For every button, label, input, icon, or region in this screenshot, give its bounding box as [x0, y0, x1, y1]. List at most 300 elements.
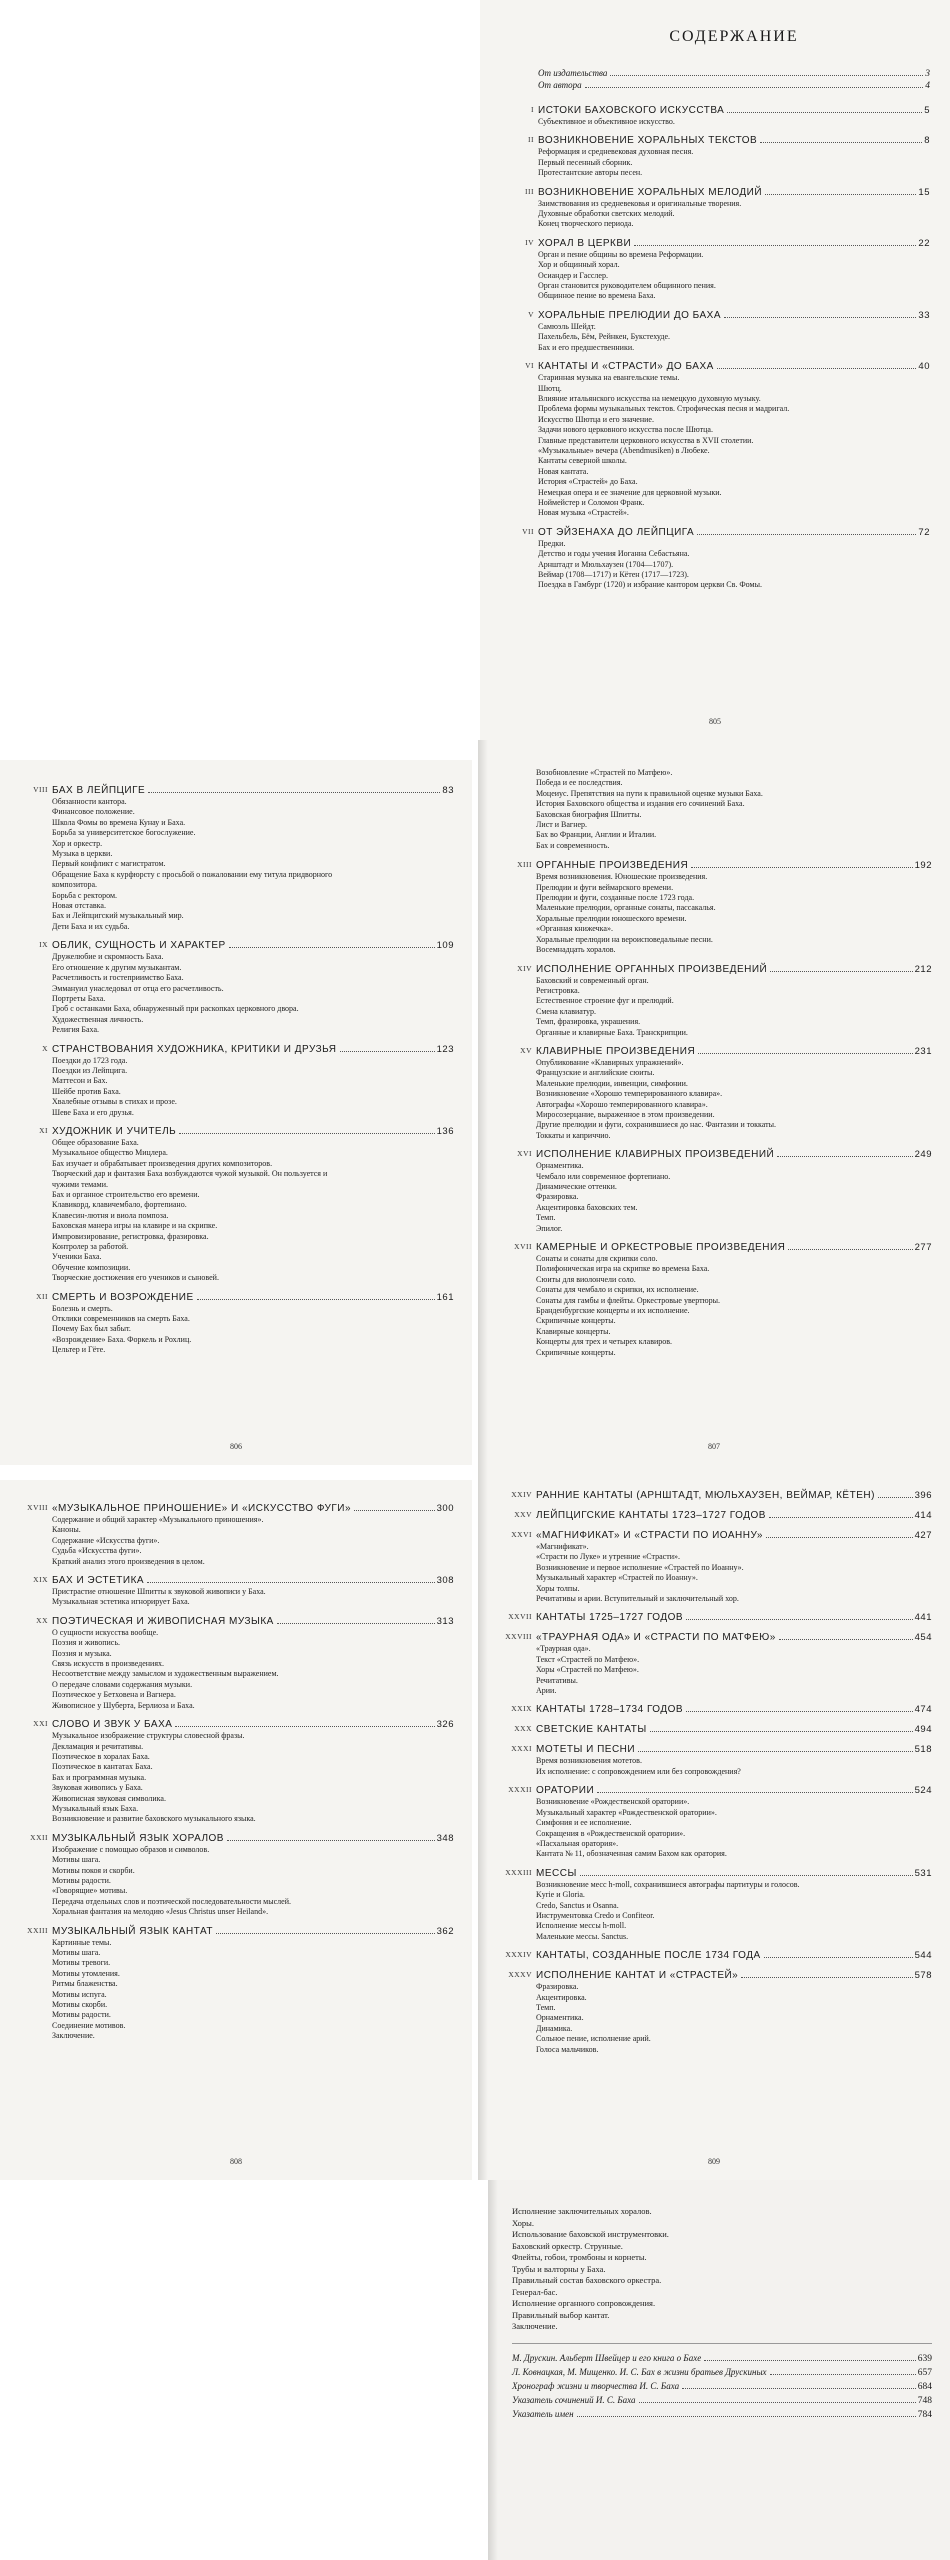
section-page: 348: [436, 1832, 454, 1844]
section-heading[interactable]: [536, 1045, 932, 1058]
subtopic-line: Новая отставка.: [52, 901, 106, 911]
section-page: 83: [442, 785, 454, 796]
leader-dots: [340, 1051, 435, 1052]
section-title: БАХ В ЛЕЙПЦИГЕ: [52, 785, 146, 796]
front-entry[interactable]: [538, 68, 930, 80]
front-entry-title: От издательства: [538, 68, 608, 78]
section-number: X: [42, 1043, 48, 1053]
section-number: II: [528, 135, 534, 145]
front-entry-title: От автора: [538, 80, 582, 90]
section-heading[interactable]: [538, 186, 930, 199]
section-list: [27, 1502, 454, 2042]
subtopic-line: Правильный состав баховского оркестра.: [512, 2275, 662, 2285]
subtopic-line: композитора.: [52, 880, 98, 890]
section-page: 231: [914, 1045, 932, 1057]
subtopic-line: Задачи нового церковного искусства после Шютца.: [538, 425, 713, 435]
section-subtopics: [538, 199, 930, 230]
subtopic-line: Голоса мальчиков.: [536, 2044, 599, 2054]
section-heading[interactable]: [52, 1718, 454, 1731]
section-heading[interactable]: [538, 526, 930, 539]
leader-dots: [769, 1517, 913, 1518]
subtopic-line: Время возникновения. Юношеские произведения.: [536, 872, 708, 882]
section-title: ХОРАЛЬНЫЕ ПРЕЛЮДИИ ДО БАХА: [538, 309, 722, 321]
section-subtopics: [538, 373, 930, 519]
subtopic-line: «Магнификат».: [536, 1542, 589, 1551]
page-fold-shadow: [478, 1465, 488, 2180]
section-page: 531: [914, 1867, 932, 1879]
subtopic-line: Почему Бах был забыт.: [52, 1324, 131, 1334]
toc-section: [33, 1718, 454, 1825]
subtopic-line: Арии.: [536, 1686, 557, 1696]
subtopic-line: Музыкальный язык Баха.: [52, 1803, 139, 1813]
section-subtopics: [536, 1254, 932, 1358]
subtopic-line: Шеве Баха и его друзья.: [52, 1107, 134, 1117]
leader-dots: [697, 534, 916, 535]
subtopic-line: Симфония и ее исполнение.: [536, 1818, 632, 1828]
section-title: МЕССЫ: [536, 1867, 577, 1879]
section-title: КАНТАТЫ 1728–1734 ГОДОВ: [536, 1704, 684, 1716]
subtopic-line: Прелюдии и фуги, созданные после 1723 года.: [536, 893, 695, 903]
toc-page-809: [478, 1465, 950, 2180]
toc-section: [528, 309, 930, 353]
section-subtopics: [52, 1587, 454, 1608]
subtopic-line: О сущности искусства вообще.: [52, 1627, 159, 1637]
leader-dots: [765, 194, 916, 195]
subtopic-line: Дети Баха и их судьба.: [52, 921, 130, 931]
section-heading[interactable]: [536, 1241, 932, 1254]
appendix-title: Указатель имен: [512, 2408, 574, 2419]
section-heading[interactable]: [536, 1743, 932, 1756]
leader-dots: [704, 2360, 916, 2361]
subtopic-line: Бах и Лейпцигский музыкальный мир.: [52, 911, 184, 921]
section-page: 212: [914, 963, 932, 975]
appendix-page: 784: [917, 2409, 932, 2420]
section-number: XII: [36, 1291, 48, 1301]
subtopic-line: Динамические оттенки.: [536, 1182, 617, 1191]
subtopic-line: Ритмы блаженства.: [52, 1979, 118, 1989]
subtopic-line: Живописная звуковая символика.: [52, 1793, 166, 1803]
appendix-entry[interactable]: [512, 2352, 932, 2366]
toc-section: [39, 1125, 454, 1284]
section-subtopics: [536, 872, 932, 955]
section-subtopics: [536, 1756, 932, 1777]
leader-dots: [277, 1623, 435, 1624]
subtopic-line: Темп.: [536, 2002, 556, 2012]
section-subtopics: [52, 1628, 454, 1711]
section-number: IV: [525, 237, 534, 247]
section-heading[interactable]: [536, 859, 932, 872]
section-heading[interactable]: [536, 1969, 932, 1982]
subtopic-line: Текст «Страстей по Матфею».: [536, 1654, 640, 1664]
section-page: 313: [436, 1615, 454, 1627]
section-list: [33, 784, 454, 1356]
subtopic-line: Опубликование «Клавирных упражнений».: [536, 1057, 684, 1067]
subtopic-line: чужими темами.: [52, 1179, 109, 1189]
subtopic-line: Соединение мотивов.: [52, 2020, 126, 2030]
subtopic-line: Финансовое положение.: [52, 807, 135, 817]
subtopic-line: Сонаты и сонаты для скрипки соло.: [536, 1254, 658, 1264]
subtopic-line: Бах и его предшественники.: [538, 342, 635, 352]
section-title: ВОЗНИКНОВЕНИЕ ХОРАЛЬНЫХ МЕЛОДИЙ: [538, 186, 763, 198]
section-number: XVI: [517, 1149, 532, 1159]
leader-dots: [227, 1840, 435, 1841]
section-page: 427: [914, 1530, 932, 1541]
section-heading[interactable]: [538, 360, 930, 373]
section-heading[interactable]: [536, 1867, 932, 1880]
subtopic-line: Клавикорд, клавичембало, фортепиано.: [52, 1200, 187, 1210]
subtopic-line: Орнаментика.: [536, 1161, 584, 1171]
toc-section: [33, 1574, 454, 1608]
section-page: 326: [436, 1719, 454, 1731]
section-heading[interactable]: [52, 784, 454, 797]
subtopic-line: Хоры «Страстей по Матфею».: [536, 1665, 639, 1675]
subtopic-line: Музыкальная эстетика игнорирует Баха.: [52, 1597, 190, 1607]
subtopic-line: Музыкальное изображение структуры словесной фразы.: [52, 1731, 245, 1741]
subtopic-line: Бах и современность.: [536, 840, 610, 850]
subtopic-line: Краткий анализ этого произведения в целом.: [52, 1556, 205, 1566]
subtopic-line: Мотивы покоя и скорби.: [52, 1865, 135, 1875]
subtopic-line: Содержание «Искусства фуги».: [52, 1535, 160, 1545]
subtopic-line: Предки.: [538, 538, 566, 548]
toc-section: [520, 1045, 932, 1141]
leader-dots: [686, 1711, 913, 1712]
appendix-entry[interactable]: [512, 2380, 932, 2394]
subtopic-line: Главные представители церковного искусства в XVII столетии.: [538, 435, 754, 445]
subtopic-line: Возобновление «Страстей по Матфею».: [536, 768, 673, 777]
subtopic-line: Credo, Sanctus и Osanna.: [536, 1900, 619, 1910]
subtopic-line: Речитативы.: [536, 1675, 578, 1685]
section-list: [522, 104, 930, 591]
section-subtopics: [536, 976, 932, 1038]
section-title: ЛЕЙПЦИГСКИЕ КАНТАТЫ 1723–1727 ГОДОВ: [536, 1510, 766, 1521]
toc-page-807: [478, 740, 950, 1465]
subtopic-line: Прелюдии и фуги веймарского времени.: [536, 882, 674, 892]
front-entry[interactable]: [538, 80, 930, 92]
section-heading[interactable]: [536, 1631, 932, 1644]
subtopic-line: Акцентировка.: [536, 1992, 587, 2002]
section-page: 414: [914, 1510, 932, 1521]
section-subtopics: [536, 1058, 932, 1141]
toc-section: [525, 186, 930, 230]
subtopic-line: Исполнение мессы h-moll.: [536, 1921, 627, 1931]
subtopic-line: Скрипичные концерты.: [536, 1347, 616, 1357]
section-page: 249: [914, 1149, 932, 1161]
subtopic-line: Гроб с останками Баха, обнаруженный при раскопках церковного двора.: [52, 1004, 299, 1014]
section-number: XXXII: [508, 1785, 532, 1795]
section-number: I: [531, 105, 534, 114]
section-number: XVIII: [27, 1503, 48, 1512]
section-title: КАНТАТЫ 1725–1727 ГОДОВ: [536, 1612, 684, 1624]
subtopic-line: Темп, фразировка, украшения.: [536, 1017, 641, 1027]
subtopic-line: Детство и годы учения Иоганна Себастьяна.: [538, 549, 690, 559]
subtopic-line: Реформация и средневековая духовная песня.: [538, 147, 694, 157]
toc-page-810: [488, 2180, 950, 2560]
subtopic-line: Динамика.: [536, 2023, 573, 2033]
section-heading[interactable]: [536, 1529, 932, 1542]
toc-section: [522, 526, 930, 591]
subtopic-line: Заключение.: [52, 2031, 95, 2041]
subtopic-line: Хвалебные отзывы в стихах и прозе.: [52, 1097, 177, 1107]
section-heading[interactable]: [538, 134, 930, 147]
subtopic-line: Использование баховской инструментовки.: [512, 2229, 669, 2239]
subtopic-line: Борьба за университетское богослужение.: [52, 828, 196, 838]
section-subtopics: [52, 1138, 454, 1284]
toc-page-805: [480, 0, 950, 740]
subtopic-line: Kyrie и Gloria.: [536, 1890, 585, 1900]
subtopic-line: «Пасхальная оратория».: [536, 1838, 619, 1848]
subtopic-line: Речитативы и арии. Вступительный и заключительный хор.: [536, 1594, 739, 1604]
toc-section: [27, 1925, 454, 2042]
section-subtopics: [52, 1938, 454, 2042]
page-number: 807: [708, 1442, 720, 1451]
subtopic-line: Судьба «Искусства фуги».: [52, 1546, 142, 1556]
subtopic-line: Музыкальное общество Мицлера.: [52, 1148, 168, 1158]
toc-section: [514, 1723, 932, 1736]
toc-section: [531, 104, 930, 127]
subtopic-line: Сюиты для виолончели соло.: [536, 1274, 636, 1284]
subtopic-line: Французские и английские сюиты.: [536, 1068, 655, 1078]
subtopic-line: Творческие достижения его учеников и сыновей.: [52, 1273, 219, 1283]
toc-section: [514, 1241, 932, 1358]
section-title: ОБЛИК, СУЩНОСТЬ И ХАРАКТЕР: [52, 940, 226, 952]
section-heading[interactable]: [536, 1489, 932, 1502]
subtopic-line: Старинная музыка на евангельские темы.: [538, 373, 680, 383]
subtopic-line: Мотивы испуга.: [52, 1989, 107, 1999]
section-heading[interactable]: [52, 1832, 454, 1845]
leader-dots: [770, 971, 912, 972]
leader-dots: [197, 1299, 435, 1300]
leader-dots: [727, 112, 922, 113]
section-heading[interactable]: [52, 1925, 454, 1938]
subtopic-line: «Возрождение» Баха. Форкель и Рохлиц.: [52, 1334, 192, 1344]
section-title: КЛАВИРНЫЕ ПРОИЗВЕДЕНИЯ: [536, 1045, 696, 1057]
section-heading[interactable]: [538, 309, 930, 322]
subtopic-line: Восемнадцать хоралов.: [536, 945, 616, 955]
subtopic-line: Кантаты северной школы.: [538, 456, 627, 466]
section-title: СМЕРТЬ И ВОЗРОЖДЕНИЕ: [52, 1291, 194, 1303]
subtopic-line: Бранденбургские концерты и их исполнение.: [536, 1306, 690, 1316]
section-heading[interactable]: [536, 1611, 932, 1624]
leader-dots: [229, 947, 435, 948]
toc-section: [517, 1148, 932, 1234]
subtopic-line: Возникновение «Хорошо темперированного клавира».: [536, 1089, 723, 1099]
subtopic-line: Органные и клавирные Баха. Транскрипции.: [536, 1027, 688, 1037]
section-number: XIII: [517, 860, 532, 870]
section-subtopics: [538, 117, 930, 127]
subtopic-line: Новая кантата.: [538, 466, 589, 476]
section-title: МУЗЫКАЛЬНЫЙ ЯЗЫК КАНТАТ: [52, 1925, 213, 1937]
subtopic-line: Маленькие мессы. Sanctus.: [536, 1931, 629, 1941]
section-subtopics: [538, 322, 930, 353]
section-number: XXVIII: [505, 1632, 532, 1642]
section-heading[interactable]: [536, 1703, 932, 1716]
subtopic-line: Пристрастие отношение Шпитты к звуковой живописи у Баха.: [52, 1587, 266, 1597]
subtopic-line: Протестантские авторы песен.: [538, 168, 643, 178]
appendix-entry[interactable]: [512, 2408, 932, 2422]
subtopic-line: Самюэль Шейдт.: [538, 321, 596, 331]
leader-dots: [686, 1619, 913, 1620]
subtopic-line: Мотивы шага.: [52, 1948, 101, 1957]
subtopic-line: Фразировка.: [536, 1192, 579, 1202]
section-heading[interactable]: [536, 963, 932, 976]
toc-section: [525, 237, 930, 302]
section-title: ХУДОЖНИК И УЧИТЕЛЬ: [52, 1125, 177, 1137]
continued-lines: [512, 2206, 932, 2333]
section-title: «ТРАУРНАЯ ОДА» И «СТРАСТИ ПО МАТФЕЮ»: [536, 1632, 776, 1644]
subtopic-line: Естественное строение фуг и прелюдий.: [536, 996, 674, 1006]
toc-section: [508, 1611, 932, 1624]
subtopic-line: Полифоническая игра на скрипке во времена Баха.: [536, 1264, 710, 1274]
leader-dots: [760, 142, 922, 143]
subtopic-line: Ноймейстер и Соломон Франк.: [538, 497, 645, 507]
subtopic-line: Пахельбель, Бём, Рейнкен, Букстехуде.: [538, 332, 671, 342]
subtopic-line: Баховский оркестр. Струнные.: [512, 2240, 623, 2251]
subtopic-line: Борьба с ректором.: [52, 890, 118, 900]
toc-section: [505, 1631, 932, 1696]
subtopic-line: Миросозерцание, выраженное в этом произведении.: [536, 1109, 715, 1119]
subtopic-line: Осиандер и Гасслер.: [538, 270, 608, 280]
subtopic-line: Школа Фомы во времена Кунау и Баха.: [52, 817, 186, 827]
section-title: «МУЗЫКАЛЬНОЕ ПРИНОШЕНИЕ» И «ИСКУССТВО ФУГИ»: [52, 1503, 352, 1514]
subtopic-line: Религия Баха.: [52, 1025, 99, 1035]
section-heading[interactable]: [536, 1949, 932, 1962]
section-number: XXIX: [511, 1704, 532, 1714]
subtopic-line: Возникновение «Рождественской оратории».: [536, 1797, 690, 1807]
subtopic-line: «Страсти по Луке» и утренние «Страсти».: [536, 1552, 680, 1562]
section-page: 40: [918, 361, 930, 373]
section-page: 524: [914, 1785, 932, 1797]
section-heading[interactable]: [538, 104, 930, 117]
section-title: ОРГАННЫЕ ПРОИЗВЕДЕНИЯ: [536, 860, 689, 872]
toc-section: [517, 963, 932, 1038]
section-number: XXVI: [511, 1530, 532, 1539]
subtopic-line: Поэтическое в хоралах Баха.: [52, 1751, 150, 1761]
section-heading[interactable]: [52, 1291, 454, 1304]
section-page: 72: [918, 526, 930, 538]
section-title: ХОРАЛ В ЦЕРКВИ: [538, 237, 632, 249]
toc-section: [508, 1784, 932, 1859]
subtopic-line: Бах и программная музыка.: [52, 1772, 147, 1782]
subtopic-line: Общинное пение во времена Баха.: [538, 291, 656, 301]
subtopic-line: Хоральные прелюдии на вероисповедальные песни.: [536, 934, 713, 944]
subtopic-line: Темп.: [536, 1213, 556, 1223]
subtopic-line: «Говорящие» мотивы.: [52, 1886, 128, 1896]
section-heading[interactable]: [52, 939, 454, 952]
subtopic-line: Сольное пение, исполнение арий.: [536, 2034, 651, 2044]
subtopic-line: Связь искусств в произведениях.: [52, 1659, 165, 1669]
section-title: КАНТАТЫ И «СТРАСТИ» ДО БАХА: [538, 361, 714, 373]
toc-section: [511, 1529, 932, 1604]
section-title: КАМЕРНЫЕ И ОРКЕСТРОВЫЕ ПРОИЗВЕДЕНИЯ: [536, 1242, 786, 1254]
section-heading[interactable]: [536, 1148, 932, 1161]
subtopic-line: Генерал-бас.: [512, 2286, 558, 2297]
section-subtopics: [538, 250, 930, 302]
leader-dots: [577, 2416, 916, 2417]
subtopic-line: Эпилог.: [536, 1223, 563, 1233]
subtopic-line: Клавесин-лютня и виола помпоза.: [52, 1210, 169, 1220]
leader-dots: [779, 1639, 913, 1640]
section-heading[interactable]: [52, 1615, 454, 1628]
section-page: 494: [914, 1724, 932, 1736]
section-number: VII: [522, 526, 534, 536]
section-heading[interactable]: [536, 1723, 932, 1736]
leader-dots: [580, 1875, 913, 1876]
section-title: БАХ И ЭСТЕТИКА: [52, 1575, 145, 1587]
section-heading[interactable]: [536, 1784, 932, 1797]
section-heading[interactable]: [52, 1574, 454, 1587]
toc-section: [39, 939, 454, 1035]
section-number: XXVII: [508, 1612, 532, 1622]
subtopic-line: Импровизирование, регистровка, фразировка.: [52, 1231, 209, 1241]
toc-section: [514, 1509, 932, 1522]
section-title: СВЕТСКИЕ КАНТАТЫ: [536, 1724, 647, 1736]
subtopic-line: Хоральная фантазия на мелодию «Jesus Christus unser Heiland».: [52, 1907, 269, 1917]
section-number: XXXIV: [505, 1950, 532, 1960]
section-page: 578: [914, 1970, 932, 1982]
subtopic-line: Заимствования из средневековья и оригинальные творения.: [538, 198, 742, 208]
subtopic-line: Конец творческого периода.: [538, 219, 634, 229]
leader-dots: [741, 1977, 912, 1978]
section-heading[interactable]: [538, 237, 930, 250]
section-title: КАНТАТЫ, СОЗДАННЫЕ ПОСЛЕ 1734 ГОДА: [536, 1950, 761, 1962]
toc-section: [505, 1867, 932, 1942]
section-title: СТРАНСТВОВАНИЯ ХУДОЖНИКА, КРИТИКИ И ДРУЗЬЯ: [52, 1043, 337, 1055]
toc-section: [36, 1291, 454, 1356]
toc-page-808: [0, 1480, 472, 2180]
subtopic-line: Победа и ее последствия.: [536, 778, 623, 788]
section-number: III: [525, 186, 534, 196]
toc-section: [42, 1043, 454, 1118]
section-heading[interactable]: [52, 1125, 454, 1138]
section-title: МУЗЫКАЛЬНЫЙ ЯЗЫК ХОРАЛОВ: [52, 1832, 224, 1844]
appendix-title: Указатель сочинений И. С. Баха: [512, 2394, 636, 2405]
section-number: XVII: [514, 1242, 532, 1252]
toc-section: [33, 784, 454, 932]
appendix-entry[interactable]: [512, 2366, 932, 2380]
subtopic-line: Возникновение месс h-moll, сохранившиеся автографы партитуры и голосов.: [536, 1879, 800, 1889]
section-title: ОРАТОРИИ: [536, 1785, 595, 1797]
subtopic-line: Веймар (1708—1717) и Кётен (1717—1723).: [538, 570, 689, 579]
leader-dots: [770, 2374, 916, 2375]
leader-dots: [766, 1537, 913, 1538]
appendix-entry[interactable]: [512, 2394, 932, 2408]
section-heading[interactable]: [52, 1502, 454, 1515]
section-page: 277: [914, 1242, 932, 1254]
toc-title: СОДЕРЖАНИЕ: [669, 28, 799, 45]
section-number: VIII: [33, 785, 48, 794]
section-subtopics: [52, 1845, 454, 1918]
subtopic-line: Музыкальный характер «Страстей по Иоанну».: [536, 1573, 698, 1583]
subtopic-line: Хоральные прелюдии юношеского времени.: [536, 913, 687, 923]
leader-dots: [724, 317, 916, 318]
subtopic-line: Поездки из Лейпцига.: [52, 1065, 128, 1075]
subtopic-line: Его отношение к другим музыкантам.: [52, 962, 182, 972]
front-entry-page: 4: [925, 81, 930, 91]
page-fold-shadow: [488, 2180, 498, 2560]
section-heading[interactable]: [52, 1043, 454, 1056]
subtopic-line: Маттесон и Бах.: [52, 1076, 108, 1086]
subtopic-line: Музыка в церкви.: [52, 849, 113, 859]
subtopic-line: «Органная книжечка».: [536, 924, 613, 934]
subtopic-line: Баховский и современный орган.: [536, 975, 649, 985]
subtopic-line: Лист и Вагнер.: [536, 820, 588, 830]
section-heading[interactable]: [536, 1509, 932, 1522]
subtopic-line: Искусство Шютца и его значение.: [538, 414, 654, 424]
subtopic-line: Проблема формы музыкальных текстов. Строфическая песня и мадригал.: [538, 404, 790, 414]
subtopic-line: История Баховского общества и издания его сочинений Баха.: [536, 799, 745, 809]
section-subtopics: [536, 1797, 932, 1859]
subtopic-line: Заключение.: [512, 2321, 558, 2331]
